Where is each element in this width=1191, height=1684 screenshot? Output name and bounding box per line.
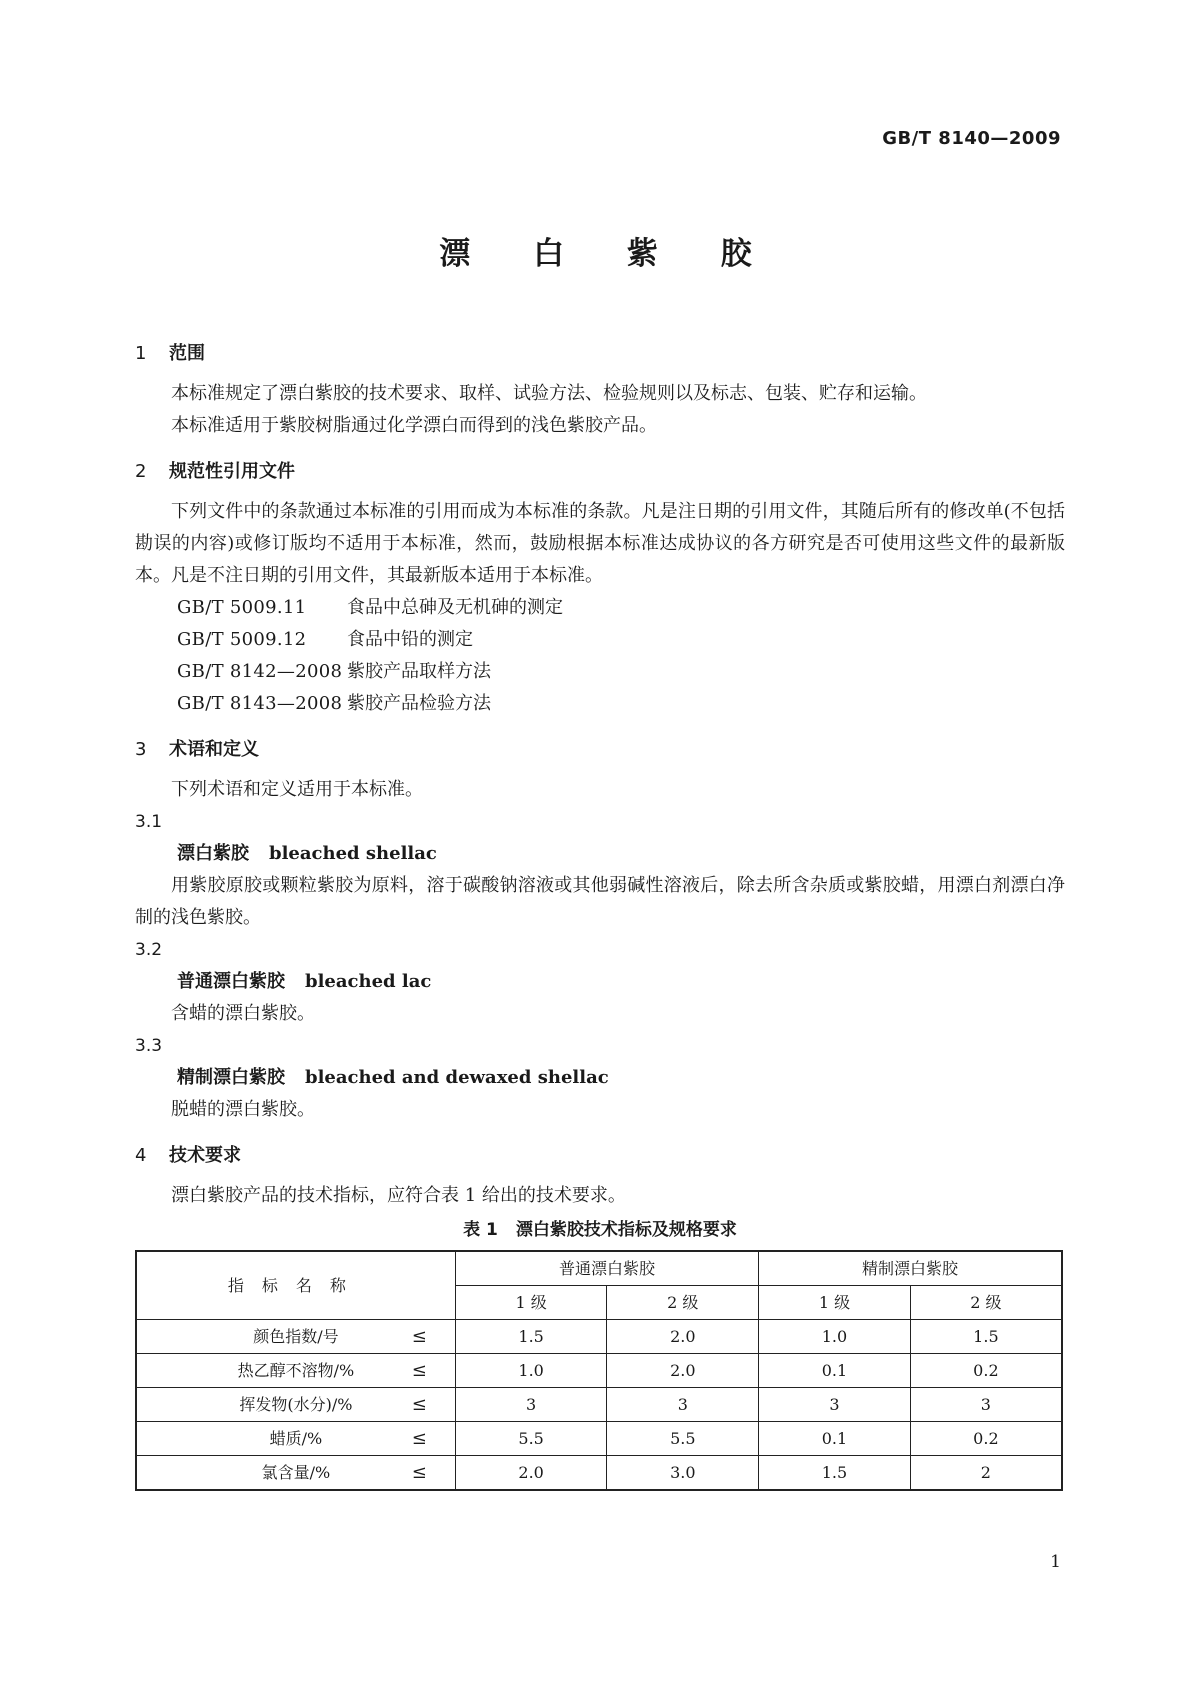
term-en: bleached lac (305, 971, 432, 992)
reference-title: 紫胶产品检验方法 (347, 693, 491, 714)
row-label (136, 1422, 455, 1456)
leq-symbol: ≤ (411, 1325, 427, 1347)
reference-item (135, 624, 1065, 656)
term-zh: 精制漂白紫胶 (177, 1067, 285, 1088)
reference-code: GB/T 8143—2008 (177, 693, 343, 714)
column-header-grade: 2 级 (607, 1286, 759, 1320)
reference-title: 紫胶产品取样方法 (347, 661, 491, 682)
column-header-name: 指标名称 (136, 1251, 455, 1320)
table-row (136, 1388, 1062, 1422)
table-row (136, 1354, 1062, 1388)
leq-symbol: ≤ (411, 1427, 427, 1449)
row-name: 挥发物(水分)/% (239, 1394, 353, 1414)
standard-code: GB/T 8140—2009 (882, 128, 1061, 149)
reference-title: 食品中铅的测定 (347, 629, 473, 650)
page-number: 1 (1050, 1552, 1061, 1572)
column-header-grade: 2 级 (910, 1286, 1062, 1320)
term-title (135, 1062, 1065, 1094)
reference-item (135, 688, 1065, 720)
table-cell: 1.5 (455, 1320, 607, 1354)
document-title: 漂 白 紫 胶 (439, 236, 778, 272)
table-cell: 3 (607, 1388, 759, 1422)
row-label (136, 1320, 455, 1354)
table-cell: 2 (910, 1456, 1062, 1491)
section-title: 范围 (169, 343, 205, 364)
table-cell: 3 (455, 1388, 607, 1422)
section-heading-scope (135, 336, 1065, 372)
term-en: bleached shellac (269, 843, 437, 864)
column-header-grade: 1 级 (759, 1286, 911, 1320)
section-heading-terms (135, 732, 1065, 768)
leq-symbol: ≤ (411, 1461, 427, 1483)
term-zh: 漂白紫胶 (177, 843, 249, 864)
leq-symbol: ≤ (411, 1393, 427, 1415)
row-name: 颜色指数/号 (253, 1326, 339, 1346)
row-label (136, 1388, 455, 1422)
term-zh: 普通漂白紫胶 (177, 971, 285, 992)
reference-code: GB/T 8142—2008 (177, 661, 343, 682)
section-heading-normative-references (135, 454, 1065, 490)
table-cell: 0.2 (910, 1422, 1062, 1456)
term-definition: 含蜡的漂白紫胶。 (171, 1003, 315, 1024)
term-number: 3.3 (135, 1036, 163, 1056)
table-cell: 3 (910, 1388, 1062, 1422)
table-cell: 5.5 (455, 1422, 607, 1456)
section-title: 技术要求 (169, 1145, 241, 1166)
leq-symbol: ≤ (411, 1359, 427, 1381)
table-cell: 2.0 (607, 1354, 759, 1388)
paragraph: 本标准适用于紫胶树脂通过化学漂白而得到的浅色紫胶产品。 (171, 415, 657, 436)
term-title (135, 966, 1065, 998)
reference-code: GB/T 5009.11 (177, 597, 307, 618)
table-cell: 1.0 (455, 1354, 607, 1388)
table-cell: 3.0 (607, 1456, 759, 1491)
reference-title: 食品中总砷及无机砷的测定 (347, 597, 563, 618)
spec-table (135, 1250, 1063, 1491)
table-cell: 1.0 (759, 1320, 911, 1354)
table-number: 表 1 (463, 1220, 498, 1240)
section-number: 4 (135, 1145, 147, 1166)
reference-item (135, 656, 1065, 688)
paragraph: 漂白紫胶产品的技术指标，应符合表 1 给出的技术要求。 (171, 1185, 626, 1206)
table-header-row (136, 1251, 1062, 1286)
row-name: 氯含量/% (261, 1462, 331, 1482)
table-row (136, 1422, 1062, 1456)
paragraph: 下列术语和定义适用于本标准。 (171, 779, 423, 800)
section-heading-technical-requirements (135, 1138, 1065, 1174)
table-cell: 0.1 (759, 1354, 911, 1388)
column-header-grade: 1 级 (455, 1286, 607, 1320)
section-title: 规范性引用文件 (169, 461, 295, 482)
document-body (135, 336, 1065, 1491)
term-definition: 用紫胶原胶或颗粒紫胶为原料，溶于碳酸钠溶液或其他弱碱性溶液后，除去所含杂质或紫胶蜡，用漂白剂漂白净制的浅色紫胶。 (135, 875, 1065, 928)
row-name: 热乙醇不溶物/% (237, 1360, 355, 1380)
table-cell: 0.2 (910, 1354, 1062, 1388)
table-cell: 0.1 (759, 1422, 911, 1456)
column-group-header: 普通漂白紫胶 (455, 1251, 758, 1286)
term-en: bleached and dewaxed shellac (305, 1067, 609, 1088)
row-name: 蜡质/% (269, 1428, 323, 1448)
table-title: 漂白紫胶技术指标及规格要求 (515, 1220, 737, 1240)
table-cell: 1.5 (759, 1456, 911, 1491)
row-label (136, 1354, 455, 1388)
table-cell: 5.5 (607, 1422, 759, 1456)
table-cell: 1.5 (910, 1320, 1062, 1354)
section-number: 3 (135, 739, 147, 760)
reference-code: GB/T 5009.12 (177, 629, 307, 650)
table-caption (135, 1214, 1065, 1246)
table-cell: 2.0 (455, 1456, 607, 1491)
section-number: 2 (135, 461, 147, 482)
reference-item (135, 592, 1065, 624)
table-row (136, 1320, 1062, 1354)
table-cell: 2.0 (607, 1320, 759, 1354)
paragraph: 本标准规定了漂白紫胶的技术要求、取样、试验方法、检验规则以及标志、包装、贮存和运输。 (171, 383, 927, 404)
section-number: 1 (135, 343, 147, 364)
term-definition: 脱蜡的漂白紫胶。 (171, 1099, 315, 1120)
table-cell: 3 (759, 1388, 911, 1422)
term-title (135, 838, 1065, 870)
table-row (136, 1456, 1062, 1491)
term-number: 3.1 (135, 812, 163, 832)
row-label (136, 1456, 455, 1491)
paragraph: 下列文件中的条款通过本标准的引用而成为本标准的条款。凡是注日期的引用文件，其随后所有的修改单(不包括勘误的内容)或修订版均不适用于本标准，然而，鼓励根据本标准达成协议的各方研究是否可使用这些文件的最新版本。凡是不注日期的引用文件，其最新版本适用于本标准。 (135, 501, 1065, 586)
section-title: 术语和定义 (169, 739, 259, 760)
column-group-header: 精制漂白紫胶 (759, 1251, 1062, 1286)
term-number: 3.2 (135, 940, 163, 960)
